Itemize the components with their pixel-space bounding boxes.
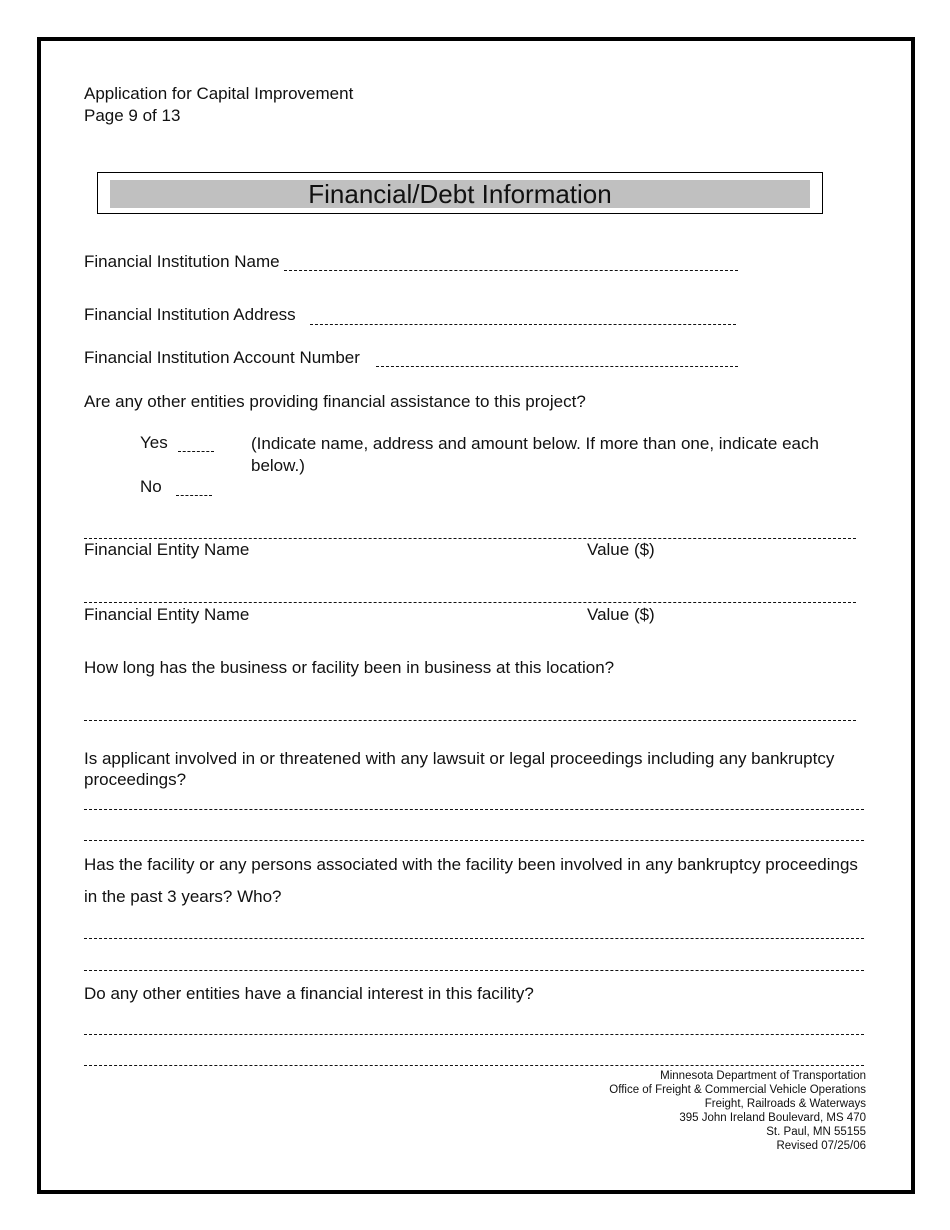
no-checkbox-line[interactable] <box>176 495 212 496</box>
bankruptcy-field-1[interactable] <box>84 938 864 939</box>
institution-account-label: Financial Institution Account Number <box>84 348 360 367</box>
institution-address-field[interactable] <box>310 324 736 325</box>
entity-1-name-label: Financial Entity Name <box>84 540 250 559</box>
entity-2-field[interactable] <box>84 602 856 603</box>
financial-interest-field-2[interactable] <box>84 1065 864 1066</box>
yes-label: Yes <box>140 433 168 452</box>
footer-revised: Revised 07/25/06 <box>776 1140 866 1152</box>
lawsuit-question: Is applicant involved in or threatened with any lawsuit or legal proceedings including any bankruptcy proceedings? <box>84 749 835 789</box>
form-title: Application for Capital Improvement <box>84 84 354 103</box>
years-in-business-field[interactable] <box>84 720 856 721</box>
lawsuit-field-1[interactable] <box>84 809 864 810</box>
footer-line: St. Paul, MN 55155 <box>766 1126 866 1138</box>
footer-line: Freight, Railroads & Waterways <box>704 1098 866 1110</box>
bankruptcy-question-line2: in the past 3 years? Who? <box>84 887 282 906</box>
financial-interest-question: Do any other entities have a financial interest in this facility? <box>84 984 534 1003</box>
no-label: No <box>140 477 162 496</box>
footer-line: Minnesota Department of Transportation <box>660 1070 866 1082</box>
section-title: Financial/Debt Information <box>110 180 810 208</box>
page-number: Page 9 of 13 <box>84 106 181 125</box>
institution-name-label: Financial Institution Name <box>84 252 280 271</box>
bankruptcy-question-line1: Has the facility or any persons associated with the facility been involved in any bankruptcy proceedings <box>84 855 858 874</box>
years-in-business-question: How long has the business or facility been in business at this location? <box>84 658 615 677</box>
institution-account-field[interactable] <box>376 366 738 367</box>
lawsuit-field-2[interactable] <box>84 840 864 841</box>
assistance-instruction: (Indicate name, address and amount below. If more than one, indicate each below.) <box>251 434 819 475</box>
entity-1-value-label: Value ($) <box>587 540 655 559</box>
assistance-question: Are any other entities providing financial assistance to this project? <box>84 392 586 411</box>
institution-name-field[interactable] <box>284 270 738 271</box>
footer-address <box>609 1069 866 1153</box>
financial-interest-field-1[interactable] <box>84 1034 864 1035</box>
footer-line: Office of Freight & Commercial Vehicle Operations <box>609 1084 866 1096</box>
footer-line: 395 John Ireland Boulevard, MS 470 <box>679 1112 866 1124</box>
yes-checkbox-line[interactable] <box>178 451 214 452</box>
institution-address-label: Financial Institution Address <box>84 305 296 324</box>
entity-2-value-label: Value ($) <box>587 605 655 624</box>
entity-1-field[interactable] <box>84 538 856 539</box>
section-title-box <box>97 172 823 214</box>
bankruptcy-field-2[interactable] <box>84 970 864 971</box>
entity-2-name-label: Financial Entity Name <box>84 605 250 624</box>
